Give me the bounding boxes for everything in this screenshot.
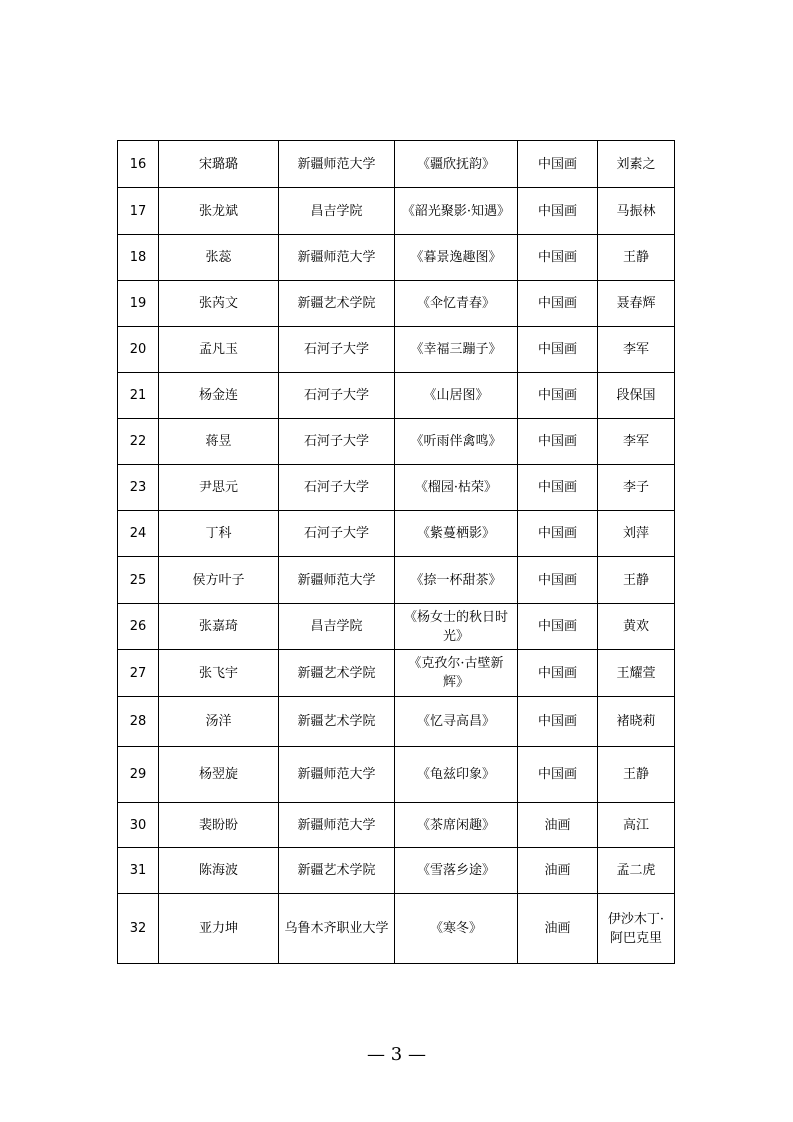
awards-table <box>117 140 675 964</box>
school-name: 新疆艺术学院 <box>279 697 395 747</box>
school-name: 新疆师范大学 <box>279 803 395 848</box>
student-name: 张龙斌 <box>159 188 279 235</box>
tutor-name: 黄欢 <box>598 604 675 650</box>
student-name: 杨金连 <box>159 373 279 419</box>
school-name: 乌鲁木齐职业大学 <box>279 894 395 964</box>
tutor-name: 刘萍 <box>598 511 675 557</box>
student-name: 张蕊 <box>159 235 279 281</box>
student-name: 丁科 <box>159 511 279 557</box>
school-name: 新疆艺术学院 <box>279 650 395 697</box>
work-title: 《韶光聚影·知遇》 <box>395 188 518 235</box>
row-number: 26 <box>118 604 159 650</box>
student-name: 裴盼盼 <box>159 803 279 848</box>
student-name: 张飞宇 <box>159 650 279 697</box>
student-name: 宋璐璐 <box>159 141 279 188</box>
tutor-name: 李军 <box>598 419 675 465</box>
tutor-name: 褚晓莉 <box>598 697 675 747</box>
category: 油画 <box>518 848 598 894</box>
work-title: 《克孜尔·古壁新辉》 <box>395 650 518 697</box>
category: 中国画 <box>518 281 598 327</box>
row-number: 19 <box>118 281 159 327</box>
student-name: 杨翌旋 <box>159 747 279 803</box>
school-name: 新疆艺术学院 <box>279 281 395 327</box>
work-title: 《茶席闲趣》 <box>395 803 518 848</box>
category: 中国画 <box>518 419 598 465</box>
work-title: 《龟兹印象》 <box>395 747 518 803</box>
row-number: 18 <box>118 235 159 281</box>
tutor-name: 李军 <box>598 327 675 373</box>
category: 中国画 <box>518 465 598 511</box>
table-row <box>118 281 675 327</box>
school-name: 石河子大学 <box>279 419 395 465</box>
work-title: 《寒冬》 <box>395 894 518 964</box>
category: 油画 <box>518 894 598 964</box>
tutor-name: 李子 <box>598 465 675 511</box>
school-name: 新疆艺术学院 <box>279 848 395 894</box>
table-row <box>118 235 675 281</box>
row-number: 27 <box>118 650 159 697</box>
table-row <box>118 188 675 235</box>
school-name: 石河子大学 <box>279 327 395 373</box>
student-name: 尹思元 <box>159 465 279 511</box>
school-name: 石河子大学 <box>279 511 395 557</box>
student-name: 亚力坤 <box>159 894 279 964</box>
tutor-name: 王静 <box>598 557 675 604</box>
category: 中国画 <box>518 650 598 697</box>
school-name: 新疆师范大学 <box>279 747 395 803</box>
school-name: 新疆师范大学 <box>279 235 395 281</box>
row-number: 28 <box>118 697 159 747</box>
table-row <box>118 511 675 557</box>
school-name: 新疆师范大学 <box>279 557 395 604</box>
row-number: 32 <box>118 894 159 964</box>
row-number: 21 <box>118 373 159 419</box>
table-row <box>118 327 675 373</box>
row-number: 23 <box>118 465 159 511</box>
tutor-name: 孟二虎 <box>598 848 675 894</box>
work-title: 《疆欣抚韵》 <box>395 141 518 188</box>
category: 中国画 <box>518 188 598 235</box>
table-row <box>118 848 675 894</box>
student-name: 汤洋 <box>159 697 279 747</box>
table-row <box>118 465 675 511</box>
work-title: 《忆寻高昌》 <box>395 697 518 747</box>
tutor-name: 王静 <box>598 235 675 281</box>
work-title: 《听雨伴禽鸣》 <box>395 419 518 465</box>
work-title: 《幸福三蹦子》 <box>395 327 518 373</box>
student-name: 蒋昱 <box>159 419 279 465</box>
row-number: 16 <box>118 141 159 188</box>
table-row <box>118 419 675 465</box>
category: 中国画 <box>518 327 598 373</box>
tutor-name: 伊沙木丁·阿巴克里 <box>598 894 675 964</box>
work-title: 《紫蔓栖影》 <box>395 511 518 557</box>
category: 中国画 <box>518 557 598 604</box>
table-row <box>118 697 675 747</box>
row-number: 22 <box>118 419 159 465</box>
work-title: 《捺一杯甜茶》 <box>395 557 518 604</box>
school-name: 新疆师范大学 <box>279 141 395 188</box>
school-name: 昌吉学院 <box>279 188 395 235</box>
tutor-name: 高江 <box>598 803 675 848</box>
tutor-name: 王静 <box>598 747 675 803</box>
page-number: — 3 — <box>367 1044 426 1065</box>
table-row <box>118 604 675 650</box>
work-title: 《榴园·枯荣》 <box>395 465 518 511</box>
awards-table-body <box>118 141 675 964</box>
tutor-name: 王耀萱 <box>598 650 675 697</box>
student-name: 侯方叶子 <box>159 557 279 604</box>
category: 中国画 <box>518 235 598 281</box>
row-number: 31 <box>118 848 159 894</box>
table-row <box>118 557 675 604</box>
work-title: 《暮景逸趣图》 <box>395 235 518 281</box>
category: 中国画 <box>518 373 598 419</box>
row-number: 25 <box>118 557 159 604</box>
tutor-name: 段保国 <box>598 373 675 419</box>
category: 中国画 <box>518 747 598 803</box>
tutor-name: 马振林 <box>598 188 675 235</box>
school-name: 昌吉学院 <box>279 604 395 650</box>
row-number: 24 <box>118 511 159 557</box>
work-title: 《杨女士的秋日时光》 <box>395 604 518 650</box>
row-number: 20 <box>118 327 159 373</box>
table-row <box>118 650 675 697</box>
student-name: 张嘉琦 <box>159 604 279 650</box>
row-number: 17 <box>118 188 159 235</box>
category: 中国画 <box>518 511 598 557</box>
row-number: 29 <box>118 747 159 803</box>
row-number: 30 <box>118 803 159 848</box>
student-name: 陈海波 <box>159 848 279 894</box>
table-row <box>118 803 675 848</box>
category: 油画 <box>518 803 598 848</box>
category: 中国画 <box>518 697 598 747</box>
category: 中国画 <box>518 604 598 650</box>
work-title: 《雪落乡途》 <box>395 848 518 894</box>
school-name: 石河子大学 <box>279 465 395 511</box>
tutor-name: 聂春辉 <box>598 281 675 327</box>
table-row <box>118 373 675 419</box>
student-name: 张芮文 <box>159 281 279 327</box>
table-row <box>118 747 675 803</box>
school-name: 石河子大学 <box>279 373 395 419</box>
table-row <box>118 141 675 188</box>
work-title: 《山居图》 <box>395 373 518 419</box>
tutor-name: 刘素之 <box>598 141 675 188</box>
table-row <box>118 894 675 964</box>
category: 中国画 <box>518 141 598 188</box>
work-title: 《伞忆青春》 <box>395 281 518 327</box>
student-name: 孟凡玉 <box>159 327 279 373</box>
